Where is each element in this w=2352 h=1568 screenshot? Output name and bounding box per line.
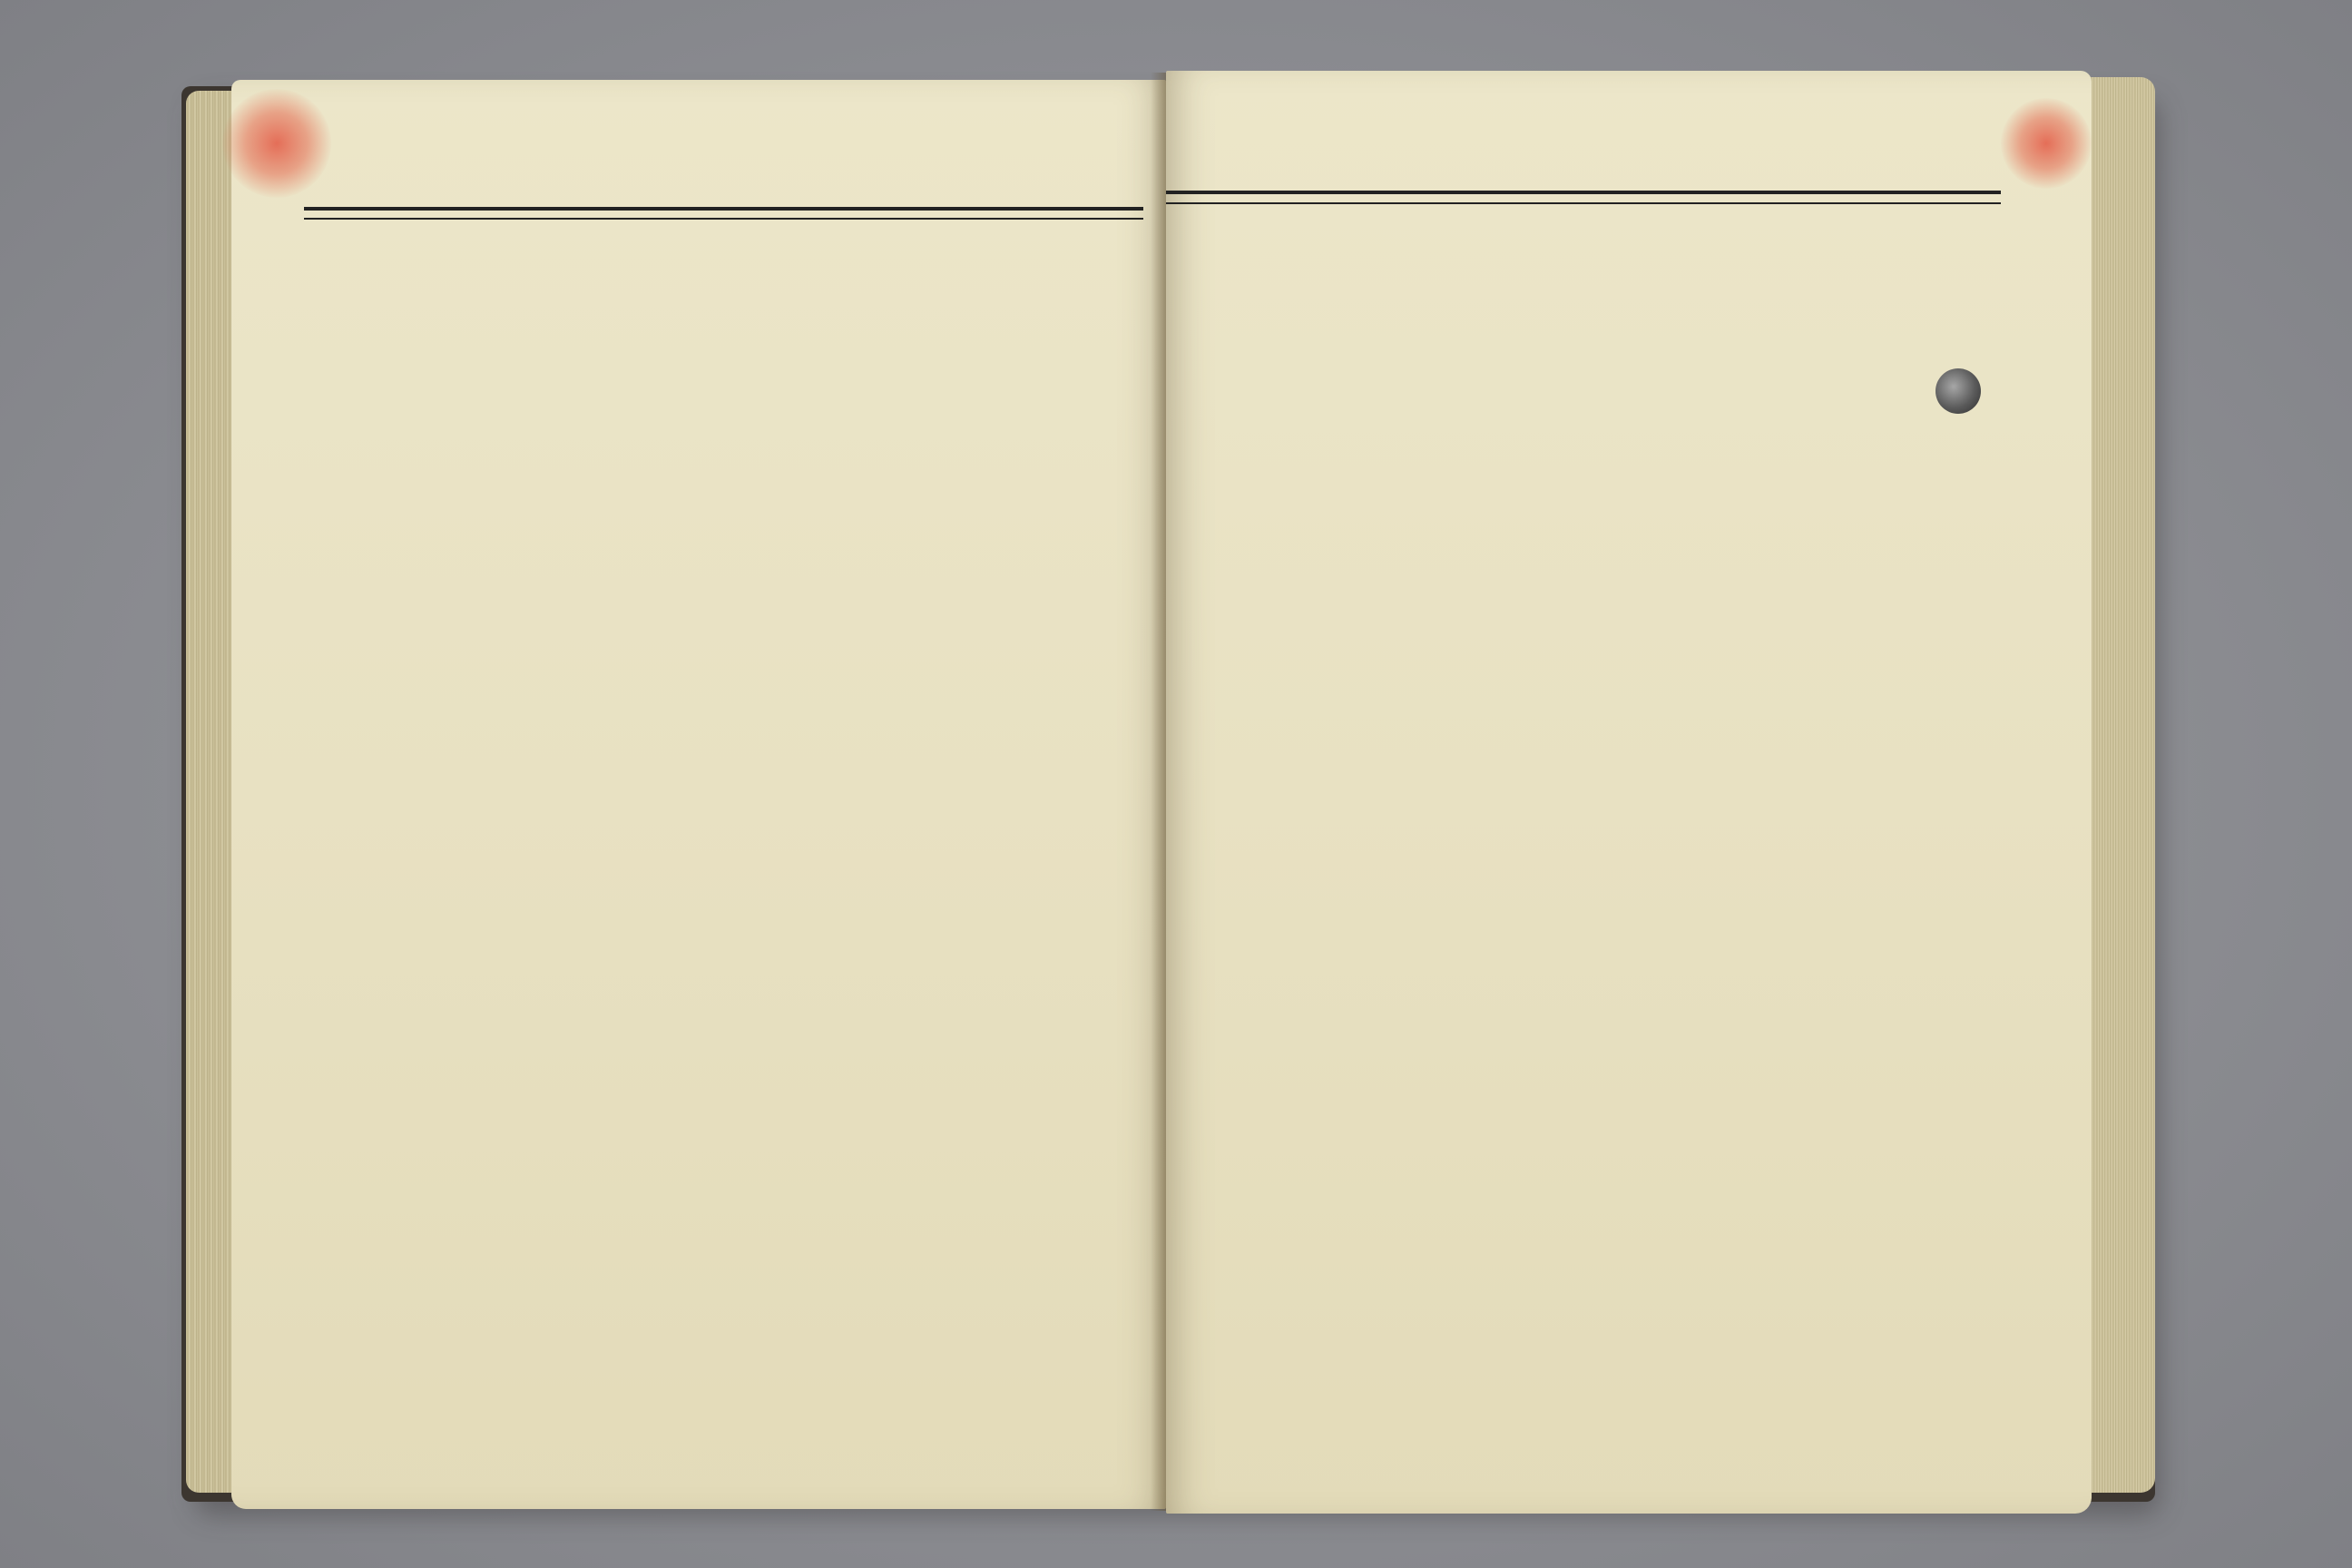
left-page <box>231 80 1166 1509</box>
right-text-block <box>1171 275 1924 1491</box>
left-text-block <box>313 284 1148 1500</box>
right-header-rule-bottom <box>1166 202 2001 204</box>
title-bullet <box>1936 368 1981 414</box>
left-header-rule-top <box>304 207 1143 211</box>
red-stamp-mark-left <box>222 89 331 198</box>
right-title <box>1928 423 2017 786</box>
right-page <box>1166 71 2092 1514</box>
left-header-rule-bottom <box>304 218 1143 220</box>
right-header-rule-top <box>1166 191 2001 194</box>
right-page-stack <box>2082 77 2155 1493</box>
red-stamp-mark-right <box>2001 98 2092 189</box>
